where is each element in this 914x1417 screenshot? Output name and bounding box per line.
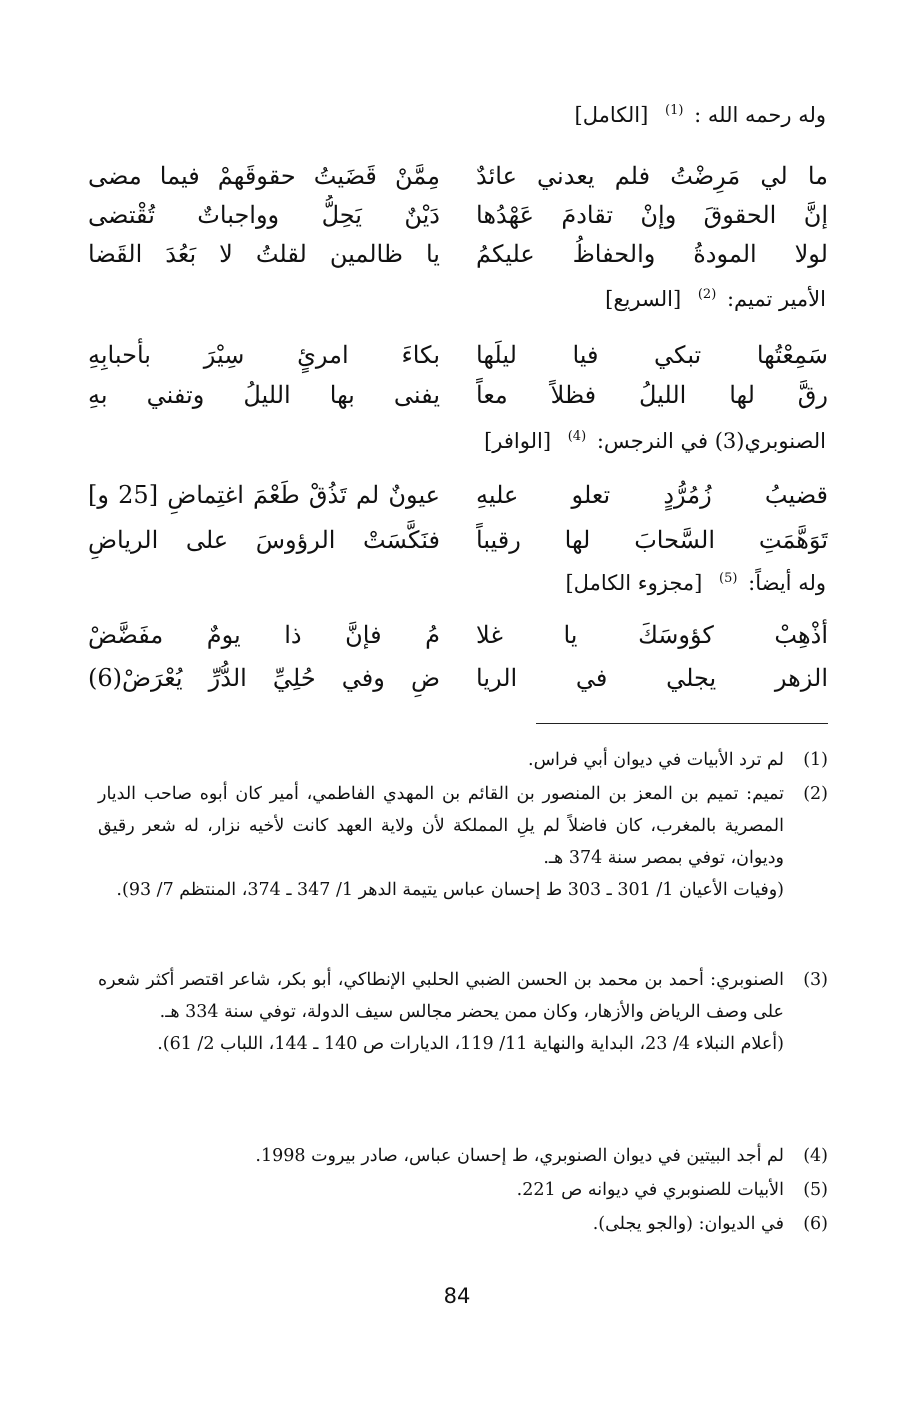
footnote — [98, 964, 828, 1060]
intro-text: وله رحمه الله : — [694, 103, 826, 127]
intro-text: الأمير تميم: — [726, 287, 826, 311]
intro-text: الصنوبري(3) في النرجس: — [596, 429, 826, 453]
verse-second-hemistich: بكاءَ امرئٍ سِيْرَ بأحبابِهِ — [88, 341, 440, 369]
footnote-number: (3) — [803, 970, 828, 990]
footnote-body — [98, 778, 784, 906]
verse-line — [88, 234, 828, 274]
meter-label: [مجزوء الكامل] — [565, 571, 703, 595]
verse-line — [88, 615, 828, 655]
footnote-reference: (1) — [665, 103, 684, 118]
footnote-divider — [536, 723, 828, 724]
poem-intro — [575, 96, 826, 130]
footnote-text: لم أجد البيتين في ديوان الصنوبري، ط إحسان عباس، صادر بيروت 1998. — [255, 1146, 784, 1166]
footnote-citation: (أعلام النبلاء 4/ 23، البداية والنهاية 11/ 119، الديارات ص 140 ـ 144، اللباب 2/ 61). — [157, 1034, 784, 1054]
footnote-number: (6) — [803, 1214, 828, 1234]
footnote-text: في الديوان: (والجو يجلى). — [592, 1214, 784, 1234]
verse-line — [88, 475, 828, 515]
footnote — [98, 778, 828, 906]
poem-intro — [565, 564, 826, 598]
verse-line — [88, 335, 828, 375]
footnote-number: (4) — [803, 1146, 828, 1166]
verse-first-hemistich: لولا المودةُ والحفاظُ عليكمُ — [476, 240, 828, 268]
verse-first-hemistich: تَوَهَّمَتِ السَّحابَ لها رقيباً — [476, 526, 828, 554]
footnote-reference: (4) — [567, 429, 587, 444]
footnote-text: تميم: تميم بن المعز بن المنصور بن القائم بن المهدي الفاطمي، أمير كان أبوه صاحب الديار المصرية بالمغرب، كان فاضلاً لم يلِ المملكة لأن ولاية العهد كانت لأخيه نزار، له شعر رقيق وديوان، توفي بمصر سنة 374 هـ. — [98, 784, 784, 868]
verse-first-hemistich: سَمِعْتُها تبكي فيا ليلَها — [476, 341, 828, 369]
footnote-text: الصنوبري: أحمد بن محمد بن الحسن الضبي الحلبي الإنطاكي، أبو بكر، شاعر اقتصر أكثر شعره على وصف الرياض والأزهار، وكان ممن يحضر مجالس سيف الدولة، توفي سنة 334 هـ. — [98, 970, 784, 1022]
verse-second-hemistich: مُ فإنَّ ذا يومٌ مفَضَّضْ — [88, 621, 440, 649]
meter-label: [السريع] — [605, 287, 682, 311]
verse-second-hemistich: يا ظالمين لقلتُ لا بَعُدَ القَضا — [88, 240, 440, 268]
verse-first-hemistich: قضيبُ زُمُرُّدٍ تعلو عليهِ — [476, 481, 828, 509]
footnote-number: (1) — [803, 750, 828, 770]
footnote-reference: (2) — [697, 287, 717, 302]
footnote-body — [98, 964, 784, 1060]
verse-second-hemistich: ضِ وفي حُلِيِّ الدُّرِّ يُعْرَضْ(6) — [88, 664, 440, 692]
page-number: 84 — [443, 1284, 471, 1308]
footnote-reference: (5) — [719, 571, 738, 586]
meter-label: [الكامل] — [574, 103, 649, 127]
verse-line — [88, 658, 828, 698]
poem-intro — [605, 280, 826, 314]
footnote — [98, 1140, 828, 1172]
footnote-text: الأبيات للصنوبري في ديوانه ص 221. — [516, 1180, 784, 1200]
verse-first-hemistich: ما لي مَرِضْتُ فلم يعدني عائدٌ — [476, 162, 828, 190]
footnote-body — [98, 1208, 784, 1240]
meter-label: [الوافر] — [484, 429, 552, 453]
verse-second-hemistich: دَيْنٌ يَحِلُّ وواجباتٌ تُقْتضى — [88, 201, 440, 229]
footnote-text: لم ترد الأبيات في ديوان أبي فراس. — [528, 750, 784, 770]
verse-first-hemistich: إنَّ الحقوقَ وإنْ تقادمَ عَهْدُها — [476, 201, 828, 229]
poem-intro — [484, 422, 826, 456]
footnote-body — [98, 1140, 784, 1172]
verse-second-hemistich: يفنى بها الليلُ وتفني بهِ — [88, 381, 440, 409]
intro-text: وله أيضاً: — [748, 571, 826, 595]
verse-line — [88, 195, 828, 235]
footnote-number: (2) — [803, 784, 828, 804]
verse-first-hemistich: رقَّ لها الليلُ فظلاً معاً — [476, 381, 828, 409]
verse-first-hemistich: الزهر يجلي في الريا — [476, 664, 828, 692]
footnote-body — [98, 744, 784, 776]
verse-line — [88, 375, 828, 415]
verse-second-hemistich: عيونٌ لم تَذُقْ طَعْمَ اغتِماضِ [25 و] — [88, 481, 440, 509]
footnote — [98, 1208, 828, 1240]
verse-first-hemistich: أذْهِبْ كؤوسَكَ يا غلا — [476, 621, 828, 649]
verse-second-hemistich: مِمَّنْ قَضَيتُ حقوقَهمْ فيما مضى — [88, 162, 440, 190]
footnote-number: (5) — [803, 1180, 828, 1200]
footnote — [98, 744, 828, 776]
verse-line — [88, 520, 828, 560]
footnote-citation: (وفيات الأعيان 1/ 301 ـ 303 ط إحسان عباس يتيمة الدهر 1/ 347 ـ 374، المنتظم 7/ 93). — [116, 880, 784, 900]
verse-line — [88, 156, 828, 196]
footnote-body — [98, 1174, 784, 1206]
verse-second-hemistich: فنَكَّسَتْ الرؤوسَ على الرياضِ — [88, 526, 440, 554]
footnote — [98, 1174, 828, 1206]
